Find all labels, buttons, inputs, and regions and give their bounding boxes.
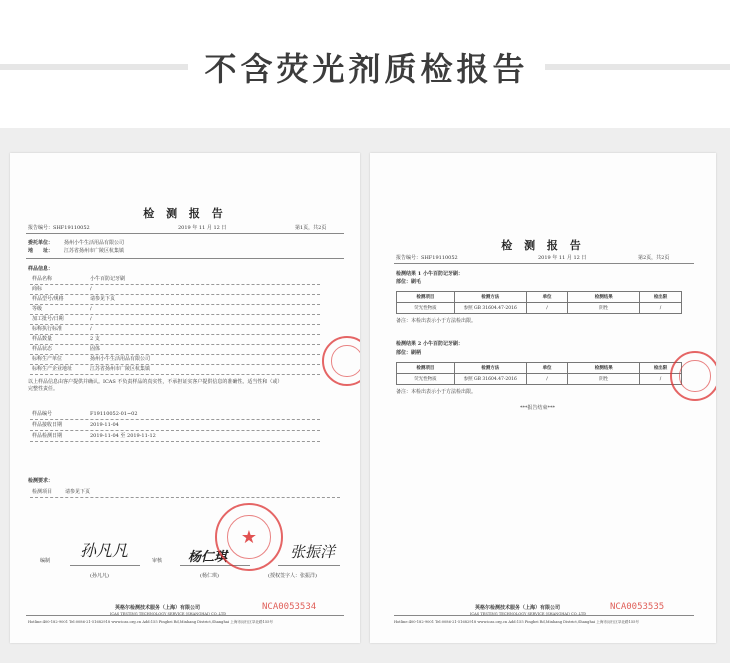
report-no bbox=[396, 255, 458, 262]
side-seal bbox=[322, 336, 360, 386]
page-header bbox=[0, 0, 730, 128]
table-cell: 荧光性物质 bbox=[397, 303, 455, 314]
title-divider-left bbox=[0, 64, 188, 70]
report-no-label: 报告编号： bbox=[28, 225, 54, 231]
company-name-en: ICAS TESTING TECHNOLOGY SERVICE (SHANGHAI) CO.,LTD bbox=[110, 612, 227, 616]
info-value: / bbox=[90, 326, 92, 332]
dashed-divider bbox=[30, 497, 340, 498]
info-value: / bbox=[90, 286, 92, 292]
client-label: 委托单位： bbox=[28, 240, 54, 246]
disclaimer: 以上样品信息由客户提供并确认。ICAS 不负责样品的真实性，不承担证实客户提供信息的准确性。适当性和（或） bbox=[28, 379, 283, 385]
company-name-en: ICAS TESTING TECHNOLOGY SERVICE (SHANGHAI) CO.,LTD bbox=[470, 612, 587, 616]
info-value: 2019-11-04 bbox=[90, 422, 119, 428]
nca-number: NCA0053535 bbox=[610, 602, 665, 612]
table-cell: 参照 GB 31604.47-2016 bbox=[454, 374, 526, 385]
table-cell: / bbox=[640, 374, 682, 385]
footer-contact: Hotline:400-182-9001 Tel:0086-21-51682918 www.icas.org.cn Add:155 Pingbei Rd,Minhang District,Shanghai 上海市闵行区莘北路155号 bbox=[28, 620, 274, 624]
page-title: 不含荧光剂质检报告 bbox=[204, 50, 529, 88]
row-divider bbox=[30, 344, 320, 345]
info-key: 标称执行标准 bbox=[32, 326, 63, 332]
prepared-label: 编制 bbox=[40, 558, 51, 564]
reviewed-label: 审核 bbox=[152, 558, 163, 564]
row-divider bbox=[30, 374, 320, 375]
report-no-value: SHF19110052 bbox=[421, 255, 458, 261]
info-key: 商标 bbox=[32, 286, 43, 292]
disclaimer-cont: 完整性责任。 bbox=[28, 386, 59, 392]
table-cell: / bbox=[526, 303, 568, 314]
row-divider bbox=[30, 304, 320, 305]
sample-info-label: 样品信息： bbox=[28, 266, 54, 272]
info-value: 小牛百防记牙刷 bbox=[90, 276, 126, 282]
signature-reviewed: 杨仁琪 bbox=[188, 550, 228, 565]
col-header: 检测方法 bbox=[454, 292, 526, 303]
result-2-note: 备注：本检出表示小于方法检出限。 bbox=[396, 389, 477, 395]
prepared-name: (孙凡凡) bbox=[90, 573, 109, 579]
table-cell: / bbox=[526, 374, 568, 385]
result-2-part: 部位：刷柄 bbox=[396, 350, 422, 356]
approved-name: (授权签字人：张振洋) bbox=[268, 573, 317, 579]
row-divider bbox=[30, 314, 320, 315]
seal-star-icon: ★ bbox=[240, 527, 258, 548]
result-table-1 bbox=[396, 291, 682, 314]
info-key: 样品名称 bbox=[32, 276, 53, 282]
row-divider bbox=[30, 419, 320, 420]
info-value: 2019-11-04 至 2019-11-12 bbox=[90, 433, 156, 439]
signature-approved: 张振洋 bbox=[290, 543, 336, 561]
info-key: 样品数量 bbox=[32, 336, 53, 342]
divider bbox=[26, 233, 344, 234]
test-item-key: 检测项目 bbox=[32, 489, 53, 495]
result-2-title: 检测结果 2 小牛百防记牙刷： bbox=[396, 341, 463, 347]
result-1-title: 检测结果 1 小牛百防记牙刷： bbox=[396, 271, 463, 277]
row-divider bbox=[30, 294, 320, 295]
report-no-label: 报告编号： bbox=[396, 255, 422, 261]
row-divider bbox=[30, 334, 320, 335]
divider bbox=[394, 263, 694, 264]
signature-prepared: 孙凡凡 bbox=[80, 541, 129, 560]
result-table-2 bbox=[396, 362, 682, 385]
info-value: 固体 bbox=[90, 346, 101, 352]
info-key: 样品型号/规格 bbox=[32, 296, 64, 302]
row-divider bbox=[30, 284, 320, 285]
address-value: 江苏省扬州市广陵区杭集镇 bbox=[64, 248, 125, 254]
row-divider bbox=[30, 364, 320, 365]
table-header-row bbox=[397, 292, 682, 303]
table-cell: 阴性 bbox=[568, 374, 640, 385]
company-name: 英格尔检测技术服务（上海）有限公司 bbox=[475, 605, 561, 611]
col-header: 检出限 bbox=[640, 292, 682, 303]
report-no bbox=[28, 225, 90, 232]
table-cell: 荧光性物质 bbox=[397, 374, 455, 385]
report-date: 2019 年 11 月 12 日 bbox=[538, 255, 587, 261]
table-row bbox=[397, 374, 682, 385]
title-divider-right bbox=[545, 64, 730, 70]
info-key: 标称生产单位 bbox=[32, 356, 63, 362]
nca-number: NCA0053534 bbox=[262, 602, 317, 612]
page-indicator: 第2页，共2页 bbox=[638, 255, 670, 261]
reviewed-name: (杨仁琪) bbox=[200, 573, 219, 579]
info-value: 江苏省扬州市广陵区杭集镇 bbox=[90, 366, 151, 372]
info-value: F19110052-01~02 bbox=[90, 411, 138, 417]
row-divider bbox=[30, 430, 320, 431]
company-name: 英格尔检测技术服务（上海）有限公司 bbox=[115, 605, 201, 611]
test-item-value: 请参见下页 bbox=[65, 489, 91, 495]
report-date: 2019 年 11 月 12 日 bbox=[178, 225, 227, 231]
footer-contact: Hotline:400-182-9001 Tel:0086-21-51682918 www.icas.org.cn Add:155 Pingbei Rd,Minhang District,Shanghai 上海市闵行区莘北路155号 bbox=[394, 620, 640, 624]
report-no-value: SHF19110052 bbox=[53, 225, 90, 231]
col-header: 单位 bbox=[526, 363, 568, 374]
report-title: 检 测 报 告 bbox=[143, 207, 227, 220]
info-key: 等级 bbox=[32, 306, 43, 312]
sig-line bbox=[278, 565, 340, 566]
seal-ring bbox=[679, 360, 710, 391]
info-key: 加工批号/日期 bbox=[32, 316, 64, 322]
row-divider bbox=[30, 441, 320, 442]
info-value: / bbox=[90, 306, 92, 312]
col-header: 检测方法 bbox=[454, 363, 526, 374]
row-divider bbox=[30, 324, 320, 325]
page-indicator: 第1页，共2页 bbox=[295, 225, 327, 231]
result-1-part: 部位：刷毛 bbox=[396, 279, 422, 285]
col-header: 检测结果 bbox=[568, 292, 640, 303]
info-key: 样品接收日期 bbox=[32, 422, 63, 428]
info-key: 样品检测日期 bbox=[32, 433, 63, 439]
company-seal bbox=[215, 503, 283, 571]
info-key: 样品编号 bbox=[32, 411, 53, 417]
result-1-note: 备注：本检出表示小于方法检出限。 bbox=[396, 318, 477, 324]
side-seal bbox=[670, 351, 716, 401]
info-key: 样品状态 bbox=[32, 346, 53, 352]
info-key: 标称生产企业地址 bbox=[32, 366, 73, 372]
sig-line bbox=[70, 565, 140, 566]
table-cell: 阴性 bbox=[568, 303, 640, 314]
info-value: 扬州小牛生活用品有限公司 bbox=[90, 356, 151, 362]
report-page-1 bbox=[10, 153, 360, 643]
info-value: 2 支 bbox=[90, 336, 100, 342]
info-value: 请参见下页 bbox=[90, 296, 116, 302]
report-page-2 bbox=[370, 153, 716, 643]
divider bbox=[26, 258, 344, 259]
address-label: 地 址： bbox=[28, 248, 54, 254]
col-header: 检测项目 bbox=[397, 363, 455, 374]
test-req-label: 检测要求： bbox=[28, 478, 54, 484]
table-header-row bbox=[397, 363, 682, 374]
report-end: ***报告结束*** bbox=[520, 405, 556, 411]
report-title: 检 测 报 告 bbox=[501, 239, 585, 252]
info-value: / bbox=[90, 316, 92, 322]
col-header: 检测结果 bbox=[568, 363, 640, 374]
table-cell: 参照 GB 31604.47-2016 bbox=[454, 303, 526, 314]
col-header: 单位 bbox=[526, 292, 568, 303]
table-row bbox=[397, 303, 682, 314]
table-cell: / bbox=[640, 303, 682, 314]
client-value: 扬州小牛生活用品有限公司 bbox=[64, 240, 125, 246]
col-header: 检出限 bbox=[640, 363, 682, 374]
row-divider bbox=[30, 354, 320, 355]
seal-ring bbox=[331, 345, 360, 376]
col-header: 检测项目 bbox=[397, 292, 455, 303]
